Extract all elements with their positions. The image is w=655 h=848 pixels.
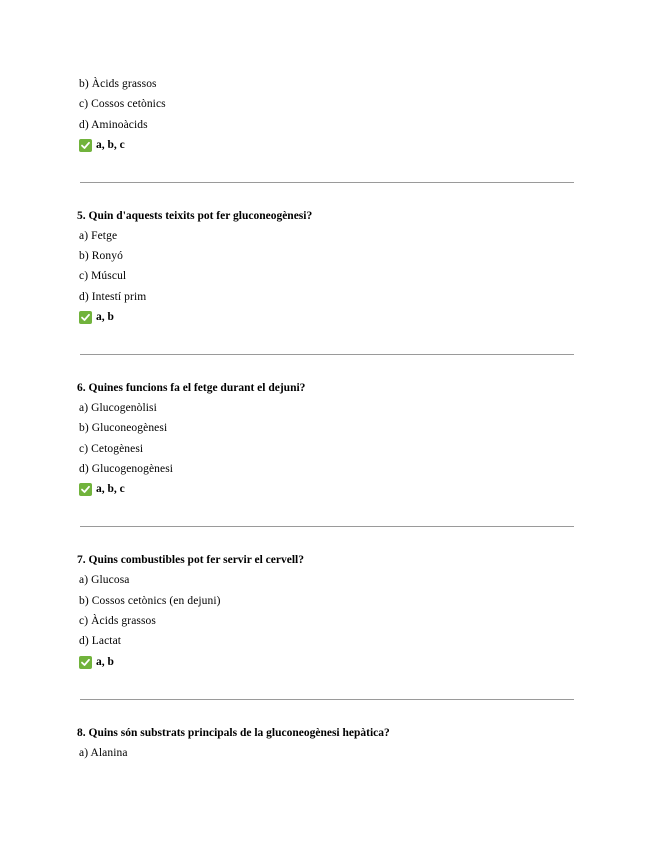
divider: [80, 526, 574, 527]
option-text: b) Cossos cetònics (en dejuni): [79, 595, 221, 607]
answer-text: a, b, c: [96, 483, 125, 495]
answer-text: a, b: [96, 311, 114, 323]
answer-line: [79, 310, 114, 324]
option-text: d) Lactat: [79, 635, 122, 647]
divider: [80, 354, 574, 355]
divider: [80, 699, 574, 700]
answer-text: a, b, c: [96, 139, 125, 151]
option-text: c) Àcids grassos: [79, 615, 156, 627]
answer-line: [79, 655, 114, 669]
answer-line: [79, 138, 125, 152]
question-title: 7. Quins combustibles pot fer servir el cervell?: [77, 554, 304, 566]
check-mark-icon: [79, 139, 92, 152]
check-mark-icon: [79, 656, 92, 669]
option-text: c) Múscul: [79, 270, 127, 282]
check-mark-icon: [79, 483, 92, 496]
option-text: a) Alanina: [79, 747, 128, 759]
option-text: a) Glucogenòlisi: [79, 402, 157, 414]
check-mark-icon: [79, 311, 92, 324]
option-text: c) Cossos cetònics: [79, 98, 166, 110]
divider: [80, 182, 574, 183]
option-text: b) Gluconeogènesi: [79, 422, 168, 434]
option-text: c) Cetogènesi: [79, 443, 144, 455]
option-text: d) Glucogenogènesi: [79, 463, 174, 475]
option-text: d) Intestí prim: [79, 291, 147, 303]
question-title: 8. Quins són substrats principals de la gluconeogènesi hepàtica?: [77, 727, 390, 739]
option-text: b) Ronyó: [79, 250, 123, 262]
option-text: a) Fetge: [79, 230, 118, 242]
question-title: 5. Quin d'aquests teixits pot fer gluconeogènesi?: [77, 210, 313, 222]
option-text: b) Àcids grassos: [79, 78, 157, 90]
question-title: 6. Quines funcions fa el fetge durant el dejuni?: [77, 382, 306, 394]
answer-line: [79, 482, 125, 496]
option-text: d) Aminoàcids: [79, 119, 148, 131]
answer-text: a, b: [96, 656, 114, 668]
option-text: a) Glucosa: [79, 574, 130, 586]
